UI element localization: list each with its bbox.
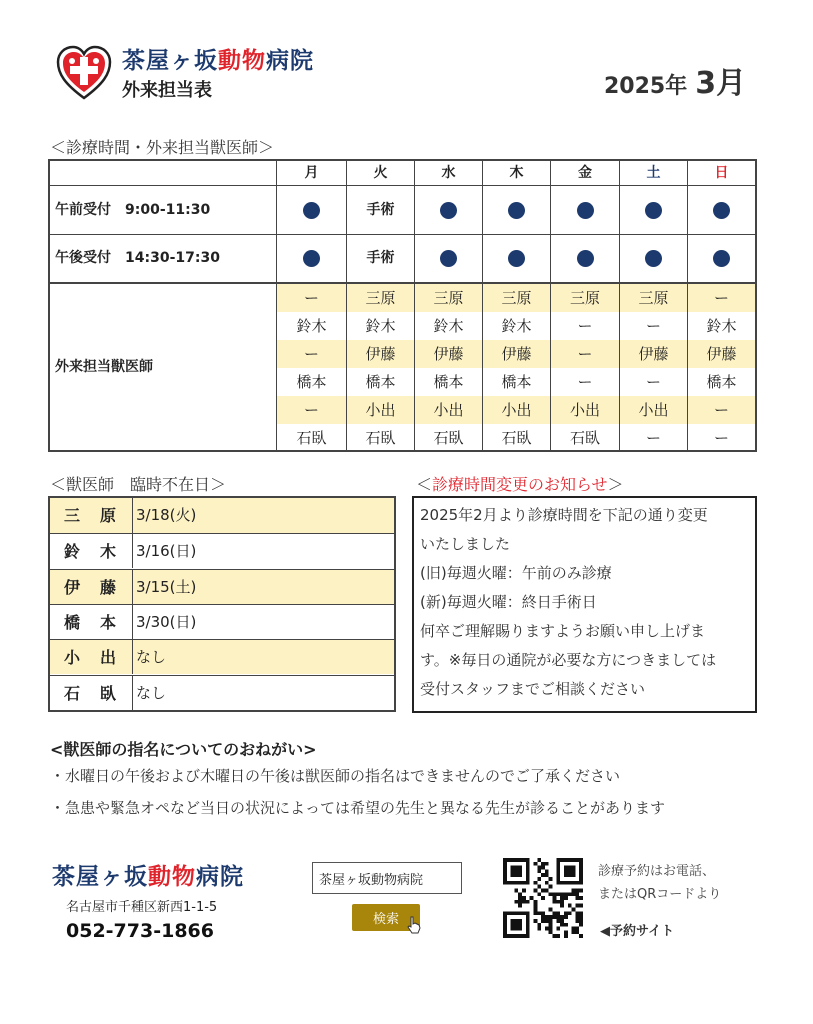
qr-text xyxy=(598,860,721,906)
vet-cell: ー xyxy=(645,317,661,335)
footer-name-part3: 病院 xyxy=(196,864,244,890)
dot xyxy=(713,202,730,219)
vet-cell: 石臥 xyxy=(365,429,396,447)
dot xyxy=(645,250,662,267)
clinic-name-part1: 茶屋ヶ坂 xyxy=(122,48,218,74)
open-dot-icon xyxy=(483,186,550,234)
surgery-label xyxy=(347,235,414,282)
vet-cell: 伊藤 xyxy=(706,345,737,363)
vet-cell: 石臥 xyxy=(501,429,532,447)
vet-cell: 鈴木 xyxy=(501,317,532,335)
reservation-site-link[interactable]: ◀予約サイト xyxy=(600,924,675,939)
vet-cell: 三原 xyxy=(365,289,396,307)
vet-cell: 鈴木 xyxy=(365,317,396,335)
surgery-text: 手術 xyxy=(366,202,395,218)
dot xyxy=(713,250,730,267)
notice-box xyxy=(412,496,757,713)
search-button[interactable]: 検索 xyxy=(352,904,420,931)
day-header: 水 xyxy=(441,165,456,181)
year-month xyxy=(604,58,746,102)
open-dot-icon xyxy=(551,235,619,282)
vet-cell: 三原 xyxy=(569,289,600,307)
notice-line: す。※毎日の通院が必要な方につきましては xyxy=(420,651,717,669)
vet-cell: 伊藤 xyxy=(638,345,669,363)
absence-date: 3/18(火) xyxy=(136,506,197,524)
open-dot-icon xyxy=(688,235,755,282)
qr-text-line: またはQRコードより xyxy=(598,887,722,902)
dot xyxy=(577,202,594,219)
absence-vet-name: 鈴 木 xyxy=(63,542,118,562)
absence-row xyxy=(50,498,394,533)
vet-cell: 石臥 xyxy=(296,429,327,447)
vet-cell: 石臥 xyxy=(433,429,464,447)
notice-title-open: ＜ xyxy=(416,475,433,494)
surgery-text: 手術 xyxy=(366,250,395,266)
dot xyxy=(508,250,525,267)
vet-cell: 橋本 xyxy=(501,373,532,391)
qr-code-icon[interactable] xyxy=(503,858,583,938)
absence-date: なし xyxy=(136,648,167,667)
vet-cell: ー xyxy=(577,373,593,391)
notice-line: (旧)毎週火曜：午前のみ診療 xyxy=(420,564,612,582)
vet-cell: 橋本 xyxy=(433,373,464,391)
vet-cell: ー xyxy=(303,401,319,419)
vet-cell: ー xyxy=(645,373,661,391)
dot xyxy=(577,250,594,267)
dot xyxy=(440,202,457,219)
absence-row xyxy=(50,604,394,639)
clinic-name-part3: 病院 xyxy=(266,48,314,74)
request-title: <獣医師の指名についてのおねがい> xyxy=(50,740,317,759)
vet-cell: ー xyxy=(577,345,593,363)
absence-date: なし xyxy=(136,683,167,702)
vet-cell: 橋本 xyxy=(296,373,327,391)
page-subtitle: 外来担当表 xyxy=(122,80,212,101)
dot xyxy=(303,202,320,219)
request-item: ・急患や緊急オペなど当日の状況によっては希望の先生と異なる先生が診ることがあります xyxy=(50,799,666,817)
open-dot-icon xyxy=(415,186,482,234)
absence-section-title: ＜獣医師 臨時不在日＞ xyxy=(50,475,227,494)
vet-cell: ー xyxy=(713,289,729,307)
absence-row xyxy=(50,569,394,604)
footer-clinic-name xyxy=(52,858,244,891)
absence-date: 3/30(日) xyxy=(136,612,197,631)
absence-row xyxy=(50,675,394,710)
morning-session-label: 午前受付 9:00-11:30 xyxy=(55,202,211,218)
day-header: 月 xyxy=(304,165,319,181)
vet-cell: 三原 xyxy=(638,289,669,307)
notice-line: いたしました xyxy=(420,535,511,553)
schedule-table xyxy=(48,159,757,452)
notice-title-text: 診療時間変更のお知らせ xyxy=(432,475,608,494)
vet-cell: 橋本 xyxy=(365,373,396,391)
vet-cell: 橋本 xyxy=(706,373,737,391)
schedule-section-title: ＜診療時間・外来担当獣医師＞ xyxy=(50,138,275,157)
vet-cell: ー xyxy=(645,429,661,447)
dot xyxy=(440,250,457,267)
footer-phone: 052-773-1866 xyxy=(66,920,214,942)
vet-cell: 小出 xyxy=(433,401,464,419)
clinic-name-part2: 動物 xyxy=(218,48,266,74)
vet-cell: 伊藤 xyxy=(501,345,532,363)
dot xyxy=(645,202,662,219)
vet-cell: 小出 xyxy=(638,401,669,419)
notice-title-close: ＞ xyxy=(607,475,624,494)
notice-line-new: (新)毎週火曜：終日手術日 xyxy=(420,593,597,611)
notice-line: 何卒ご理解賜りますようお願い申し上げま xyxy=(420,622,706,640)
footer-name-part1: 茶屋ヶ坂 xyxy=(52,864,148,890)
absence-vet-name: 三 原 xyxy=(63,506,118,525)
clinic-logo-icon xyxy=(55,44,113,102)
footer-address: 名古屋市千種区新西1-1-5 xyxy=(66,900,218,915)
day-header: 木 xyxy=(509,165,524,181)
notice-line: 受付スタッフまでご相談ください xyxy=(420,680,646,698)
absence-table xyxy=(48,496,396,712)
request-item: ・水曜日の午後および木曜日の午後は獣医師の指名はできませんのでご了承ください xyxy=(50,767,621,785)
day-header-saturday: 土 xyxy=(646,165,661,181)
vet-cell: 三原 xyxy=(501,289,532,307)
day-header: 金 xyxy=(578,165,592,181)
open-dot-icon xyxy=(620,186,687,234)
open-dot-icon xyxy=(415,235,482,282)
absence-row xyxy=(50,533,394,568)
clinic-name xyxy=(122,42,314,75)
absence-date: 3/15(土) xyxy=(136,577,197,596)
open-dot-icon xyxy=(483,235,550,282)
day-header: 火 xyxy=(373,165,388,181)
dot xyxy=(508,202,525,219)
vet-cell: 鈴木 xyxy=(296,317,327,335)
vet-cell: 伊藤 xyxy=(365,345,396,363)
vet-cell: 三原 xyxy=(433,289,464,307)
day-header-sunday: 日 xyxy=(714,165,729,181)
qr-text-line: 診療予約はお電話、 xyxy=(598,864,716,879)
absence-vet-name: 橋 本 xyxy=(63,612,118,632)
vet-cell: ー xyxy=(713,401,729,419)
vet-cell: ー xyxy=(577,317,593,335)
footer-name-part2: 動物 xyxy=(148,864,196,890)
open-dot-icon xyxy=(551,186,619,234)
open-dot-icon xyxy=(277,235,346,282)
afternoon-session-label: 午後受付 14:30-17:30 xyxy=(55,250,220,266)
open-dot-icon xyxy=(688,186,755,234)
vet-cell: 鈴木 xyxy=(433,317,464,335)
dot xyxy=(303,250,320,267)
absence-vet-name: 伊 藤 xyxy=(63,577,118,597)
year-label: 2025年 xyxy=(604,74,688,99)
open-dot-icon xyxy=(277,186,346,234)
absence-vet-name: 石 臥 xyxy=(63,683,118,703)
notice-title xyxy=(416,472,624,495)
surgery-label xyxy=(347,186,414,234)
vet-cell: ー xyxy=(713,429,729,447)
search-input[interactable] xyxy=(312,862,462,894)
month-label: 3月 xyxy=(695,66,747,101)
open-dot-icon xyxy=(620,235,687,282)
absence-date: 3/16(日) xyxy=(136,542,197,561)
hand-cursor-icon xyxy=(406,916,422,934)
vet-cell: 鈴木 xyxy=(706,317,737,335)
vet-cell: ー xyxy=(303,345,319,363)
vet-cell: 石臥 xyxy=(569,429,600,447)
vet-cell: 伊藤 xyxy=(433,345,464,363)
absence-row xyxy=(50,639,394,674)
vet-cell: 小出 xyxy=(365,401,396,419)
vet-cell: 小出 xyxy=(569,401,600,419)
vet-cell: ー xyxy=(303,289,319,307)
absence-vet-name: 小 出 xyxy=(63,648,118,668)
vet-cell: 小出 xyxy=(501,401,532,419)
vets-label: 外来担当獣医師 xyxy=(55,359,153,375)
notice-line: 2025年2月より診療時間を下記の通り変更 xyxy=(420,506,708,524)
